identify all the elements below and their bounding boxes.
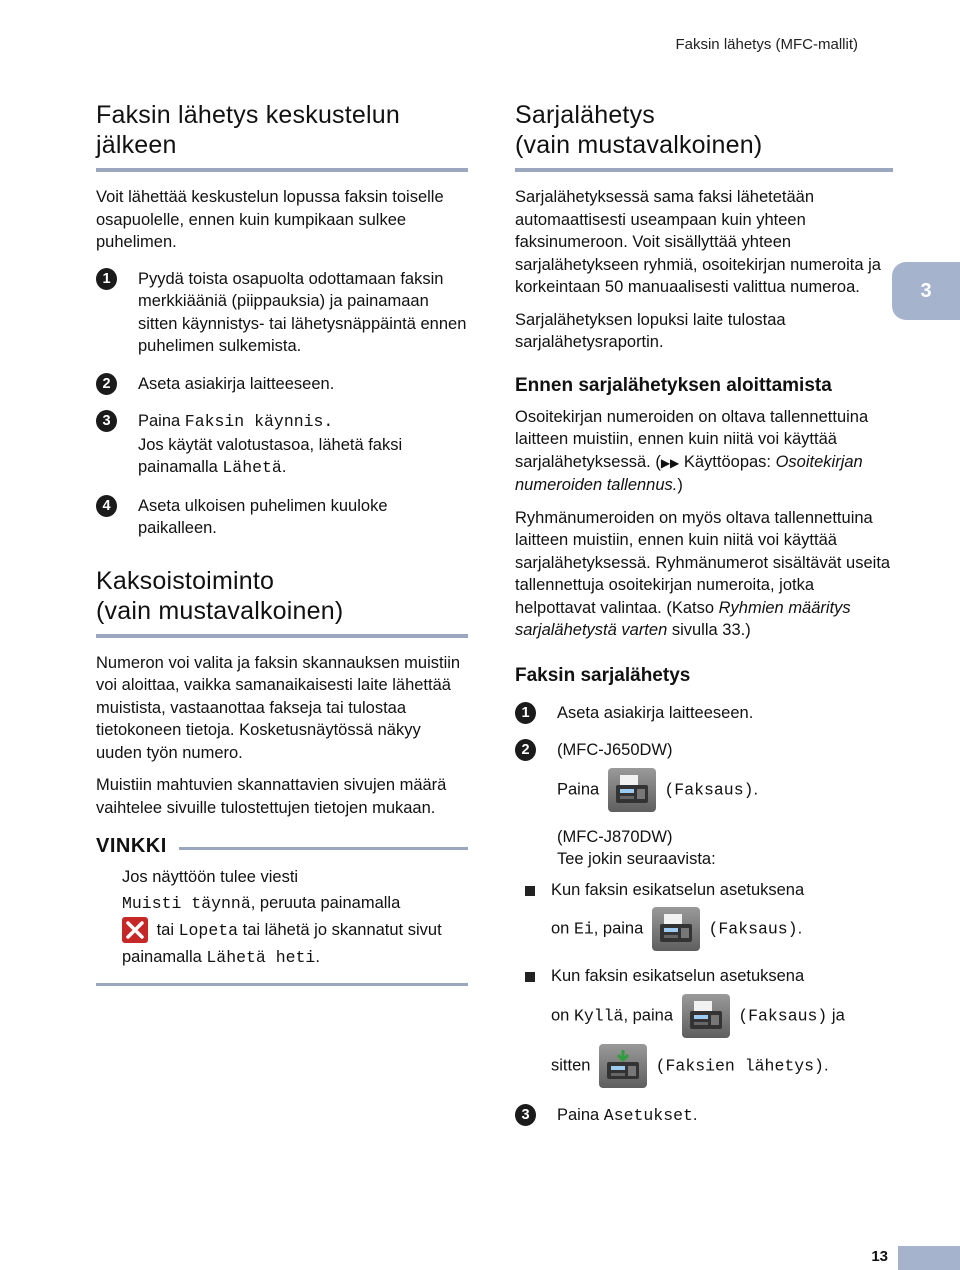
intro-paragraph: Voit lähettää keskustelun lopussa faksin toiselle osapuolelle, ennen kuin kumpikaan sulkee puhelimen. <box>96 188 444 251</box>
press-fax-line <box>551 907 893 951</box>
fax-send-icon <box>599 1044 647 1088</box>
step-3 <box>96 410 468 480</box>
chapter-tab: 3 <box>892 262 960 320</box>
page-number: 13 <box>871 1248 888 1265</box>
section-title-dual-access <box>96 566 468 626</box>
punct: . <box>753 779 759 798</box>
text: on <box>551 919 574 938</box>
value-kylla: Kyllä <box>573 1005 624 1025</box>
text: sitten <box>551 1055 591 1074</box>
title-line: (vain mustavalkoinen) <box>96 596 344 625</box>
broadcast-step-2 <box>515 739 893 1088</box>
key-asetukset: Asetukset <box>603 1105 693 1125</box>
step-number: 3 <box>515 1104 536 1126</box>
text: , paina <box>623 1005 673 1024</box>
step-text: Paina <box>138 412 185 430</box>
text: ) <box>677 476 683 494</box>
text: Kun faksin esikatselun asetuksena <box>551 880 805 899</box>
steps-list <box>96 268 468 540</box>
note-end-rule <box>96 983 468 986</box>
dual-access-paragraph-1: Numeron voi valita ja faksin skannauksen muistiin voi aloittaa, vaikka samanaikaisesti laite lähettää muistista, vastaanottaa fakseja tai tulostaa tietokoneen tietoja. Kosketusnäytössä näkyy uuden työn numero. <box>96 653 461 762</box>
reference-link: Ryhmien määritys sarjalähetystä varten <box>515 598 851 639</box>
bullet-preview-off <box>525 879 893 952</box>
step-number: 4 <box>96 495 117 517</box>
punct: . <box>692 1105 698 1124</box>
key-laheta: Lähetä <box>222 458 282 477</box>
value-ei: Ei <box>573 919 594 939</box>
note-text: , peruuta painamalla <box>250 893 401 912</box>
title-line: (vain mustavalkoinen) <box>515 131 763 159</box>
stop-x-icon <box>122 917 148 943</box>
model-label: (MFC-J870DW) <box>557 827 673 846</box>
step-1 <box>96 268 468 358</box>
dual-access-paragraph-2: Muistiin mahtuvien skannattavien sivujen määrä vaihtelee sivuille tulostettujen tietojen mukaan. <box>96 776 447 817</box>
punct: . <box>797 919 803 938</box>
note-text: tai <box>152 920 179 939</box>
bullet-preview-on <box>525 965 893 1088</box>
page-number-bar <box>898 1246 960 1270</box>
text: Osoitekirjan numeroiden on oltava tallennettuina laitteen muistiin, ennen kuin niitä voi käyttää sarjalähetyksessä. ( <box>515 407 869 471</box>
press-fax-line <box>551 994 893 1038</box>
note-title: VINKKI <box>96 835 167 857</box>
title-line: Sarjalähetys <box>515 101 655 129</box>
text: , paina <box>593 919 644 938</box>
bullet-square <box>525 972 535 982</box>
double-arrow-icon: ▶▶ <box>660 455 680 470</box>
broadcast-step-1 <box>515 702 893 725</box>
step-text: Jos käytät valotustasoa, lähetä faksi painamalla <box>138 435 403 476</box>
step-2 <box>96 373 468 396</box>
press-send-line <box>551 1044 893 1088</box>
subsection-fax-broadcast: Faksin sarjalähetys <box>515 664 691 686</box>
right-column <box>515 100 893 1142</box>
left-column <box>96 100 468 986</box>
section-rule <box>515 168 893 172</box>
key-faksien-lahetys: (Faksien lähetys) <box>655 1055 824 1075</box>
step-number: 1 <box>515 702 536 724</box>
subsection-before-broadcast: Ennen sarjalähetyksen aloittamista <box>515 374 832 396</box>
do-one-text: Tee jokin seuraavista: <box>557 850 716 868</box>
section-rule <box>96 634 468 638</box>
message-muisti-taynna: Muisti täynnä <box>122 893 251 913</box>
punct: . <box>823 1055 829 1074</box>
step-text: Aseta ulkoisen puhelimen kuuloke paikalleen. <box>138 496 388 537</box>
text: sivulla 33.) <box>667 621 751 639</box>
title-line: Kaksoistoiminto <box>96 566 275 595</box>
text: Kun faksin esikatselun asetuksena <box>551 967 805 985</box>
broadcast-step-3 <box>515 1104 893 1128</box>
step-text: Aseta asiakirja laitteeseen. <box>138 374 335 393</box>
fax-icon <box>682 994 730 1038</box>
step-text: Pyydä toista osapuolta odottamaan faksin merkkiääniä (piippauksia) ja painamaan sitten käynnistys- tai lähetysnäppäintä ennen puhelimen sulkemista. <box>138 269 467 355</box>
before-paragraph-2 <box>515 507 893 642</box>
fax-icon <box>652 907 700 951</box>
text: Paina <box>557 779 600 798</box>
press-fax-line <box>557 768 893 812</box>
model-label: (MFC-J650DW) <box>557 741 673 759</box>
key-faksaus: (Faksaus) <box>738 1005 828 1025</box>
title-line: jälkeen <box>96 131 177 159</box>
key-lopeta: Lopeta <box>178 920 239 940</box>
bullet-square <box>525 886 535 896</box>
key-laheta-heti: Lähetä heti <box>206 947 316 967</box>
step-text: Aseta asiakirja laitteeseen. <box>557 703 754 722</box>
broadcast-paragraph-1: Sarjalähetyksessä sama faksi lähetetään automaattisesti useampaan kuin yhteen faksinumeroon. Voit sisällyttää yhteen sarjalähetykseen ryhmiä, osoitekirjan numeroita ja korkeintaan 50 manuaalisesti valittua numeroa. <box>515 188 881 296</box>
note-body <box>96 864 468 971</box>
step-number: 2 <box>515 739 536 761</box>
punct: . <box>315 947 320 966</box>
title-line: Faksin lähetys keskustelun <box>96 101 400 129</box>
text: Paina <box>557 1105 604 1124</box>
section-title-send-after-call <box>96 100 468 160</box>
reference-link: Osoitekirjan numeroiden tallennus. <box>515 452 863 494</box>
step-number: 2 <box>96 373 117 395</box>
section-rule <box>96 168 468 172</box>
text: Ryhmänumeroiden on myös oltava tallennettuina laitteen muistiin, ennen kuin niitä voi käyttää sarjalähetyksessä. Ryhmänumerot sisältävät useita tallennettuja osoitekirjan numeroita, jotka helpottavat valintaa. (Katso <box>515 508 891 617</box>
section-title-broadcasting <box>515 100 893 160</box>
fax-icon <box>608 768 656 812</box>
key-faksin-kaynnis: Faksin käynnis. <box>184 412 334 431</box>
step-4 <box>96 495 468 540</box>
text: on <box>551 1005 574 1024</box>
note-text: Jos näyttöön tulee viesti <box>122 867 299 886</box>
running-header: Faksin lähetys (MFC-mallit) <box>675 36 858 53</box>
step-number: 3 <box>96 410 117 432</box>
key-faksaus: (Faksaus) <box>708 919 798 939</box>
punct: . <box>281 458 287 476</box>
key-faksaus: (Faksaus) <box>664 779 754 799</box>
text: ja <box>827 1005 845 1024</box>
step-number: 1 <box>96 268 117 290</box>
before-paragraph-1 <box>515 406 893 497</box>
text: Käyttöopas: <box>679 452 776 471</box>
note-header <box>96 835 468 858</box>
broadcast-paragraph-2: Sarjalähetyksen lopuksi laite tulostaa sarjalähetysraportin. <box>515 310 786 351</box>
note-rule <box>179 847 468 850</box>
note-text: tai lähetä jo skannatut sivut painamalla <box>122 920 442 966</box>
